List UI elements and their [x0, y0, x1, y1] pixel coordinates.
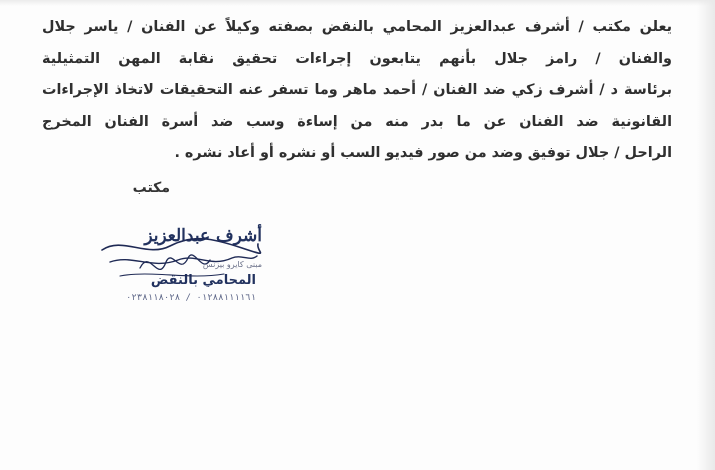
letter-line-3: برئاسة د / أشرف زكي ضد الفنان / أحمد ماهر وما تسفر عنه التحقيقات لاتخاذ الإجراءات [42, 82, 672, 99]
letter-line-1: يعلن مكتب / أشرف عبدالعزيز المحامي بالنقض بصفته وكيلاً عن الفنان / ياسر جلال [42, 19, 672, 35]
stamp-phones: ٠١٢٨٨١١١١٦١ / ٠٢٣٨١١٨٠٢٨ [125, 293, 256, 303]
handwritten-signature-icon [92, 218, 262, 310]
stamp-address: مبنى كايرو بيزنس [202, 260, 262, 269]
page-fold-shadow [697, 0, 715, 470]
letter-line-5: الراحل / جلال توفيق وضد من صور فيديو السب أو نشره أو أعاد نشره . [174, 145, 672, 162]
letter-line-4: القانونية ضد الفنان عن ما بدر منه من إساءة وسب ضد أسرة الفنان المخرج [42, 113, 672, 130]
stamp-title: المحامي بالنقض [150, 273, 256, 288]
stamp-name: أشرف عبدالعزيز [144, 226, 262, 246]
letter-body [42, 12, 672, 170]
page-top-edge [0, 0, 715, 6]
office-stamp [92, 218, 262, 310]
closing-label: مكتب [132, 180, 170, 196]
letter-line-2: والفنان / رامز جلال بأنهم يتابعون إجراءات تحقيق نقابة المهن التمثيلية [42, 50, 672, 67]
